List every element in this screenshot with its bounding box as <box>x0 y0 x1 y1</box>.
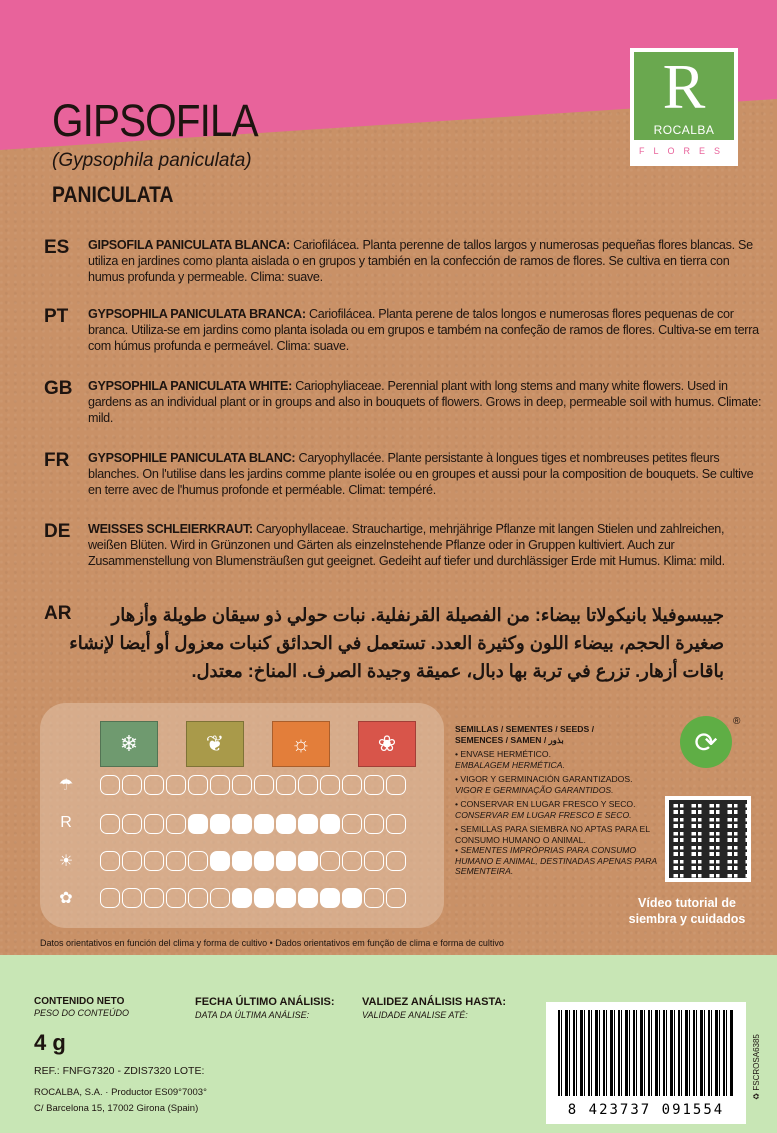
info-bullet: • VIGOR Y GERMINACIÓN GARANTIZADOS. <box>455 774 633 784</box>
info-bullet: • CONSERVAR EN LUGAR FRESCO Y SECO. <box>455 799 636 809</box>
validity-label-pt: VALIDADE ANALISE ATÉ: <box>362 1010 468 1020</box>
green-dot-icon: ⟳ <box>680 716 732 768</box>
calendar-cell <box>166 851 186 871</box>
rocalba-logo <box>630 48 738 166</box>
calendar-cell <box>254 851 274 871</box>
qr-code[interactable] <box>665 796 751 882</box>
desc-name: WEISSES SCHLEIERKRAUT: <box>88 522 253 536</box>
variety-name: PANICULATA <box>52 182 174 207</box>
calendar-row-icon: ✿ <box>59 890 73 907</box>
desc-text <box>88 521 764 569</box>
calendar-cell <box>276 888 296 908</box>
info-bullet-alt: • SEMENTES IMPRÓPRIAS PARA CONSUMO HUMANO E ANIMAL, DESTINADAS APENAS PARA SEMENTEIRA. <box>455 845 657 876</box>
address: C/ Barcelona 15, 17002 Girona (Spain) <box>34 1103 199 1114</box>
desc-text <box>88 306 764 354</box>
info-bullet-alt: VIGOR E GERMINAÇÃO GARANTIDOS. <box>455 784 614 795</box>
producer: ROCALBA, S.A. · Productor ES09°7003° <box>34 1087 207 1098</box>
calendar-cell <box>254 888 274 908</box>
calendar-cell <box>232 814 252 834</box>
calendar-cell <box>276 814 296 834</box>
calendar-cell <box>276 775 296 795</box>
calendar-cell <box>210 775 230 795</box>
calendar-cell <box>276 851 296 871</box>
barcode <box>546 1002 746 1124</box>
analysis-label: FECHA ÚLTIMO ANÁLISIS: <box>195 996 335 1008</box>
barcode-bars <box>558 1010 734 1096</box>
calendar-cell <box>342 814 362 834</box>
calendar-cell <box>298 775 318 795</box>
spring-season-icon: ❦ <box>186 721 244 767</box>
info-bullet-alt: EMBALAGEM HERMÉTICA. <box>455 759 565 770</box>
calendar-row <box>100 775 406 795</box>
calendar-cell <box>386 888 406 908</box>
winter-season-icon: ❄ <box>100 721 158 767</box>
arabic-text: جيبسوفيلا بانيكولاتا بيضاء: من الفصيلة القرنفلية. نبات حولي ذو سيقان طويلة وأزهار صغيرة الحجم، بيضاء اللون وكثيرة العدد. تستعمل في الحدائق كنبات معزول أو أيضا لإنشاء باقات أزهار. تزرع في تربة بها دبال، عميقة وجيدة الصرف. المناخ: معتدل. <box>69 605 724 681</box>
calendar-row <box>100 814 406 834</box>
validity-label: VALIDEZ ANÁLISIS HASTA: <box>362 996 507 1008</box>
desc-name: GYPSOPHILE PANICULATA BLANC: <box>88 451 296 465</box>
desc-body: Cariofilácea. Planta perene de talos longos e numerosas flores pequenas de cor branca. Utiliza-se em jardins como planta isolada ou em grupos e também na confeção de ramos de flores. Cultiva-se em terra com húmus profunda e permeável. Clima: suave. <box>88 307 759 353</box>
calendar-cell <box>342 888 362 908</box>
logo-brand: ROCALBA <box>653 123 715 137</box>
lang-code: GB <box>44 378 73 399</box>
calendar-row-icon: R <box>60 814 72 831</box>
calendar-cell <box>342 851 362 871</box>
lang-code: PT <box>44 306 69 327</box>
desc-pt <box>44 306 759 372</box>
calendar-cell <box>144 814 164 834</box>
desc-text <box>88 237 764 285</box>
video-line-1: Vídeo tutorial de <box>638 896 736 910</box>
desc-body: Cariophyliaceae. Perennial plant with long stems and many white flowers. Used in gardens as an individual plant or in groups and also in bouquets of flowers. Grows in deep, permeable soil with humus. Climate: mild. <box>88 379 762 425</box>
fsc-code: ♻ FSCROSA6385 <box>752 1034 761 1100</box>
seeds-heading-2: SEMENCES / SAMEN / بذور <box>455 734 564 745</box>
desc-name: GYPSOPHILA PANICULATA BRANCA: <box>88 307 306 321</box>
calendar-cell <box>210 851 230 871</box>
calendar-cell <box>386 814 406 834</box>
info-bullet: • ENVASE HERMÉTICO. <box>455 749 551 759</box>
calendar-cell <box>210 814 230 834</box>
product-title: GIPSOFILA <box>52 95 258 146</box>
desc-name: GYPSOPHILA PANICULATA WHITE: <box>88 379 293 393</box>
logo-letter: R <box>662 51 706 122</box>
calendar-cell <box>298 814 318 834</box>
desc-ar <box>44 603 734 693</box>
calendar-cell <box>210 888 230 908</box>
calendar-cell <box>232 775 252 795</box>
calendar-cell <box>122 775 142 795</box>
calendar-cell <box>386 775 406 795</box>
barcode-number: 8 423737 091554 <box>567 1102 725 1118</box>
calendar-cell <box>320 814 340 834</box>
desc-text <box>88 378 764 426</box>
calendar-cell <box>188 775 208 795</box>
calendar-cell <box>232 851 252 871</box>
calendar-cell <box>320 775 340 795</box>
calendar-cell <box>320 888 340 908</box>
info-bullet: • SEMILLAS PARA SIEMBRA NO APTAS PARA EL CONSUMO HUMANO O ANIMAL. <box>455 824 650 845</box>
net-weight: 4 g <box>34 1030 66 1055</box>
info-bullet-alt: CONSERVAR EM LUGAR FRESCO E SECO. <box>455 809 632 820</box>
calendar-cell <box>188 814 208 834</box>
desc-es <box>44 237 753 303</box>
lang-code: FR <box>44 450 70 471</box>
calendar-cell <box>144 888 164 908</box>
seeds-heading: SEMILLAS / SEMENTES / SEEDS / <box>455 724 594 734</box>
calendar-footnote: Datos orientativos en función del clima y forma de cultivo • Dados orientativos em função de clima e forma de cultivo <box>40 938 504 948</box>
calendar-cell <box>364 888 384 908</box>
seed-info <box>455 724 675 877</box>
lang-code: DE <box>44 521 71 542</box>
calendar-cell <box>364 851 384 871</box>
calendar-cell <box>364 775 384 795</box>
autumn-season-icon: ❀ <box>358 721 416 767</box>
calendar-row-icon: ☀ <box>58 853 74 870</box>
calendar-row <box>100 851 406 871</box>
calendar-cell <box>386 851 406 871</box>
calendar-cell <box>188 851 208 871</box>
lang-code: AR <box>44 603 72 624</box>
net-label-pt: PESO DO CONTEÚDO <box>34 1008 130 1018</box>
calendar-cell <box>232 888 252 908</box>
desc-body: Caryophyllaceae. Strauchartige, mehrjährige Pflanze mit langen Stielen und zahlreichen, weißen Blüten. Wird in Grünzonen und Gärten als einzelnstehende Pflanze oder in Gruppen kultiviert. Auch zur Zusammenstellung von Blumensträußen gut geeignet. Gedeiht auf tiefer und durchlässiger Erde mit Humus. Klima: mild. <box>88 522 725 568</box>
calendar-cell <box>342 775 362 795</box>
registered-mark: ® <box>733 716 741 727</box>
calendar-cell <box>364 814 384 834</box>
net-label: CONTENIDO NETO <box>34 996 125 1007</box>
calendar-cell <box>122 888 142 908</box>
calendar-row-icon: ☂ <box>58 777 74 794</box>
desc-de <box>44 521 734 587</box>
calendar-cell <box>144 775 164 795</box>
calendar-cell <box>122 814 142 834</box>
sowing-calendar <box>40 703 444 928</box>
lang-code: ES <box>44 237 70 258</box>
calendar-cell <box>100 775 120 795</box>
analysis-label-pt: DATA DA ÚLTIMA ANÁLISE: <box>195 1010 310 1020</box>
desc-name: GIPSOFILA PANICULATA BLANCA: <box>88 238 290 252</box>
calendar-row <box>100 888 406 908</box>
calendar-cell <box>254 814 274 834</box>
calendar-cell <box>122 851 142 871</box>
calendar-cell <box>166 888 186 908</box>
calendar-cell <box>188 888 208 908</box>
calendar-cell <box>254 775 274 795</box>
video-line-2: siembra y cuidados <box>628 912 746 926</box>
summer-season-icon: ☼ <box>272 721 330 767</box>
calendar-cell <box>100 851 120 871</box>
calendar-cell <box>166 814 186 834</box>
desc-text <box>88 450 764 498</box>
logo-sub: FLORES <box>638 146 729 156</box>
calendar-cell <box>144 851 164 871</box>
calendar-cell <box>298 888 318 908</box>
desc-gb <box>44 378 762 444</box>
calendar-cell <box>298 851 318 871</box>
latin-name: (Gypsophila paniculata) <box>52 150 252 171</box>
reference: REF.: FNFG7320 - ZDIS7320 LOTE: <box>34 1065 205 1077</box>
desc-fr <box>44 450 754 516</box>
calendar-cell <box>320 851 340 871</box>
desc-body: Caryophyllacée. Plante persistante à longues tiges et nombreuses petites fleurs blanches. On l'utilise dans les jardins comme plante isolée ou en groupes et aussi pour la composition de bouquets. Se cultive en terre avec de l'humus profonde et perméable. Climat: tempéré. <box>88 451 754 497</box>
video-tutorial-label <box>612 895 762 927</box>
desc-body: Cariofilácea. Planta perenne de tallos largos y numerosas pequeñas flores blancas. Se utiliza en jardines como planta aislada o en grupos y también en la confección de ramos de flores. Se cultiva en tierra con humus profunda y permeable. Clima: suave. <box>88 238 753 284</box>
calendar-cell <box>100 814 120 834</box>
calendar-cell <box>166 775 186 795</box>
calendar-cell <box>100 888 120 908</box>
